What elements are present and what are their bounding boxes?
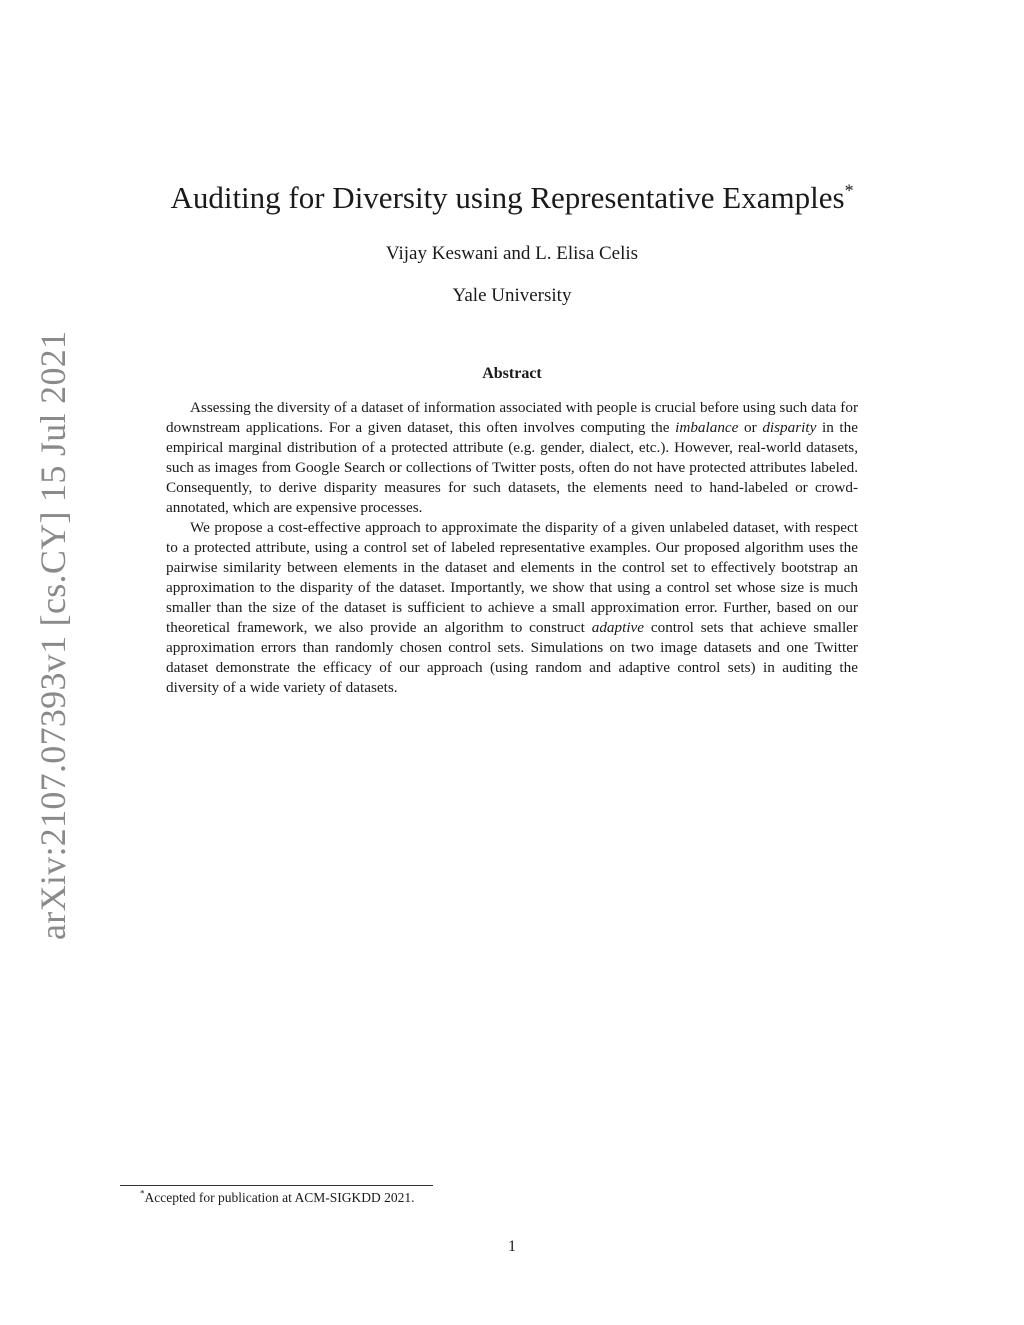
abstract-p2-text-b: control sets that achieve smaller approximation errors than randomly chosen control sets. Simulations on two image datasets and one Twitter dataset demonstrate the efficacy of our approach (using random and adaptive control sets) in auditing the diversity of a wide variety of datasets.	[166, 619, 858, 696]
paper-authors: Vijay Keswani and L. Elisa Celis	[385, 243, 639, 264]
footnote	[140, 1190, 414, 1206]
abstract-paragraph-1	[166, 398, 858, 518]
abstract-p1-text-b: or	[738, 419, 763, 436]
abstract-body	[166, 398, 858, 698]
abstract-p1-text-c: in the empirical marginal distribution of a protected attribute (e.g. gender, dialect, etc.). However, real-world datasets, such as images from Google Search or collections of Twitter posts, often do not have protected attributes labeled. Consequently, to derive disparity measures for such datasets, the elements need to hand-labeled or crowd-annotated, which are expensive processes.	[166, 419, 858, 516]
paper-affiliation: Yale University	[452, 285, 572, 306]
paper-title-text: Auditing for Diversity using Representative Examples	[170, 180, 845, 215]
paper-title	[120, 180, 904, 216]
arxiv-identifier-stamp: arXiv:2107.07393v1 [cs.CY] 15 Jul 2021	[33, 330, 73, 940]
abstract-p2-text-a: We propose a cost-effective approach to approximate the disparity of a given unlabeled dataset, with respect to a protected attribute, using a control set of labeled representative examples. Our proposed algorithm uses the pairwise similarity between elements in the dataset and elements in the control set to effectively bootstrap an approximation to the disparity of the dataset. Importantly, we show that using a control set whose size is much smaller than the size of the dataset is sufficient to achieve a small approximation error. Further, based on our theoretical framework, we also provide an algorithm to construct	[166, 519, 858, 636]
footnote-text: Accepted for publication at ACM-SIGKDD 2021.	[144, 1190, 415, 1205]
footnote-divider	[120, 1185, 433, 1186]
page-number: 1	[508, 1238, 516, 1255]
abstract-p1-text-a: Assessing the diversity of a dataset of information associated with people is crucial before using such data for downstream applications. For a given dataset, this often involves computing the	[166, 399, 858, 436]
abstract-p1-emphasis-disparity: disparity	[762, 419, 817, 436]
abstract-p2-emphasis-adaptive: adaptive	[591, 619, 645, 636]
title-footnote-mark: *	[844, 180, 854, 201]
abstract-heading: Abstract	[482, 365, 542, 382]
abstract-paragraph-2	[166, 518, 858, 698]
abstract-p1-emphasis-imbalance: imbalance	[675, 419, 739, 436]
footnote-mark: *	[140, 1188, 145, 1199]
